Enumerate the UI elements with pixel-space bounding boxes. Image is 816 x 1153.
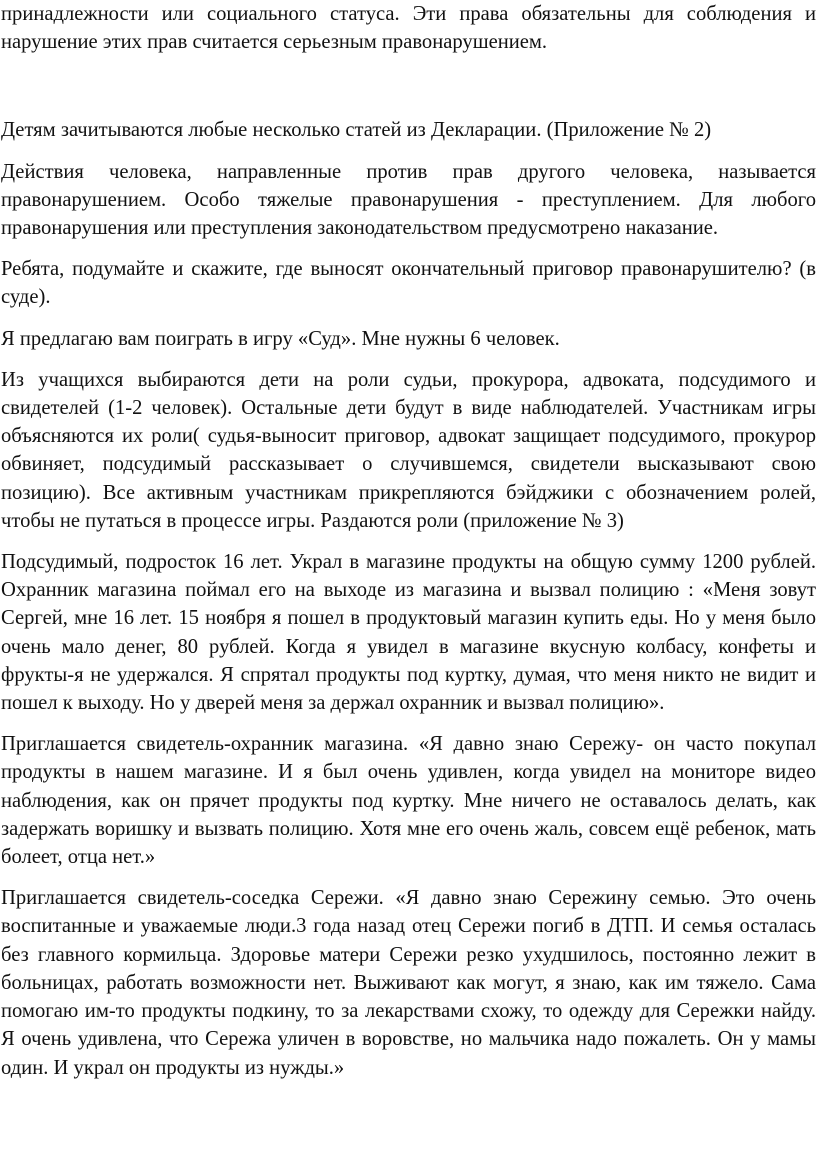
paragraph-declaration-articles: Детям зачитываются любые несколько статей из Декларации. (Приложение № 2) — [1, 119, 712, 142]
paragraph-witness-neighbor: Приглашается свидетель-соседка Сережи. «Я давно знаю Сережину семью. Это очень воспитанные и уважаемые люди.3 года назад отец Сережи погиб в ДТП. И семья осталась без главного кормильца. Здоровье матери Сережи резко ухудшилось, постоянно лежит в больницах, работать возможности нет. Выживают как могут, я знаю, как им тяжело. Сама помогаю им-то продукты подкину, то за лекарствами схожу, то одежду для Сережки найду. Я очень удивлена, что Сережа уличен в воровстве, но мальчика надо пожалеть. Он у мамы один. И украл он продукты из нужды.» — [1, 887, 816, 1079]
paragraph-defendant: Подсудимый, подросток 16 лет. Украл в магазине продукты на общую сумму 1200 рублей. Охранник магазина поймал его на выходе из магазина и вызвал полицию : «Меня зовут Сергей, мне 16 лет. 15 ноября я пошел в продуктовый магазин купить еды. Но у меня было очень мало денег, 80 рублей. Когда я увидел в магазине вкусную колбасу, конфеты и фрукты-я не удержался. Я спрятал продукты под куртку, думая, что меня никто не видит и пошел к выходу. Но у дверей меня за держал охранник и вызвал полицию». — [1, 551, 816, 715]
document-body — [1, 0, 816, 1082]
paragraph-rights-status: принадлежности или социального статуса. Эти права обязательны для соблюдения и нарушение этих прав считается серьезным правонарушением. — [1, 3, 816, 54]
paragraph-game-invite: Я предлагаю вам поиграть в игру «Суд». Мне нужны 6 человек. — [1, 327, 560, 350]
paragraph-roles: Из учащихся выбираются дети на роли судьи, прокурора, адвоката, подсудимого и свидетелей (1-2 человек). Остальные дети будут в виде наблюдателей. Участникам игры объясняются их роли( судья-выносит приговор, адвокат защищает подсудимого, прокурор обвиняет, подсудимый рассказывает о случившемся, свидетели высказывают свою позицию). Все активным участникам прикрепляются бэйджики с обозначением ролей, чтобы не путаться в процессе игры. Раздаются роли (приложение № 3) — [1, 368, 816, 532]
paragraph-offense-definition: Действия человека, направленные против прав другого человека, называется правонарушением. Особо тяжелые правонарушения - преступлением. Для любого правонарушения или преступления законодательством предусмотрено наказание. — [1, 160, 816, 240]
paragraph-witness-guard: Приглашается свидетель-охранник магазина. «Я давно знаю Сережу- он часто покупал продукты в нашем магазине. И я был очень удивлен, когда увидел на мониторе видео наблюдения, как он прячет продукты под куртку. Мне ничего не оставалось делать, как задержать воришку и вызвать полицию. Хотя мне его очень жаль, совсем ещё ребенок, мать болеет, отца нет.» — [1, 733, 816, 869]
paragraph-court-question: Ребята, подумайте и скажите, где выносят окончательный приговор правонарушителю? (в суде). — [1, 258, 816, 309]
